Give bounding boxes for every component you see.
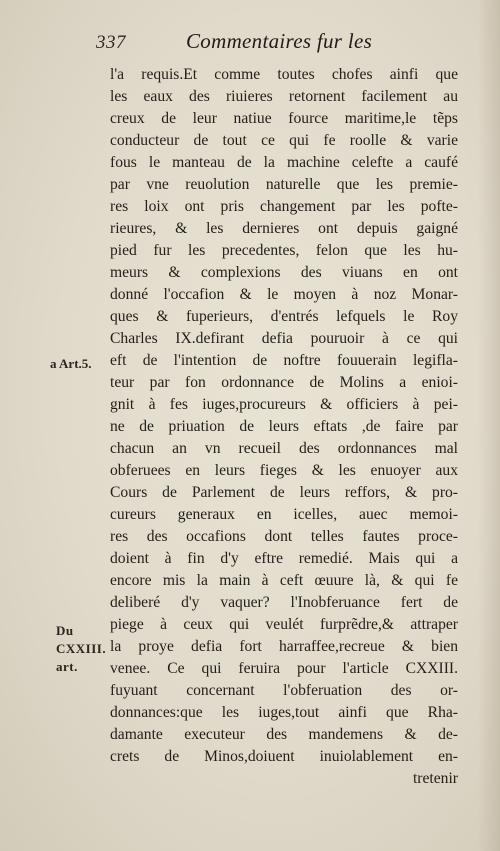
margin-note-line: art.: [56, 659, 78, 674]
text-line: doient à fin d'y eftre remedié. Mais qui a: [110, 550, 458, 567]
text-line: cureurs generaux en icelles, auec memoi-: [110, 506, 458, 523]
margin-note-line: CXXIII.: [56, 641, 107, 656]
text-line: Cours de Parlement de leurs reffors, & pro-: [110, 484, 458, 501]
margin-note-cross-reference: [56, 622, 106, 676]
text-line: tretenir: [412, 770, 458, 787]
text-line: donné l'occafion & le moyen à noz Monar-: [110, 286, 458, 303]
page-edge-shadow: [478, 0, 500, 851]
text-line: Charles IX.defirant defia pouruoir à ce qui: [110, 330, 458, 347]
text-line: conducteur de tout ce qui fe roolle & varie: [110, 132, 458, 149]
text-line: eft de l'intention de noftre fouuerain legifla-: [110, 352, 458, 369]
text-line: rieures, & les dernieres ont depuis gaigné: [110, 220, 458, 237]
text-line: res loix ont pris changement par les pofte-: [110, 198, 458, 215]
text-line: creux de leur natiue fource maritime,le tẽps: [110, 110, 458, 127]
text-line: res des occafions dont telles fautes proce-: [110, 528, 458, 545]
text-line: ques & fuperieurs, d'entrés lefquels le Roy: [110, 308, 458, 325]
text-line: fous le manteau de la machine celefte a caufé: [110, 154, 458, 171]
text-line: la proye defia fort harraffee,recreue & bien: [110, 638, 458, 655]
text-line: meurs & complexions des viuans en ont: [110, 264, 458, 281]
text-line: par vne reuolution naturelle que les premie-: [110, 176, 458, 193]
text-line: venee. Ce qui feruira pour l'article CXXIII.: [110, 660, 458, 677]
running-head: Commentaires fur les: [186, 29, 373, 53]
text-line: gnit à fes iuges,procureurs & officiers à pei-: [110, 396, 458, 413]
text-line: teur par fon ordonnance de Molins a enioi-: [110, 374, 458, 391]
text-line: fuyuant concernant l'obferuation des or-: [110, 682, 458, 699]
text-line: l'a requis.Et comme toutes chofes ainfi que: [110, 66, 458, 83]
text-line: les eaux des riuieres retornent facilement au: [110, 88, 458, 105]
margin-note-line: Du: [56, 623, 74, 638]
page-header: [0, 26, 500, 56]
margin-note-article: a Art.5.: [50, 356, 92, 371]
page-number: 337: [96, 32, 126, 53]
text-line: crets de Minos,doiuent inuiolablement en-: [110, 748, 458, 765]
text-line: donnances:que les iuges,tout ainfi que Rha-: [110, 704, 458, 721]
text-line: pied fur les precedentes, felon que les hu-: [110, 242, 458, 259]
text-line: piege à ceux qui veulét furprẽdre,& attraper: [110, 616, 458, 633]
text-line: ne de priuation de leurs eftats ,de faire par: [110, 418, 458, 435]
text-line: damante executeur des mandemens & de-: [110, 726, 458, 743]
text-line: obferuees en leurs fieges & les enuoyer aux: [110, 462, 458, 479]
text-line: deliberé d'y vaquer? l'Inobferuance fert de: [110, 594, 458, 611]
text-line: chacun an vn recueil des ordonnances mal: [110, 440, 458, 457]
text-line: encore mis la main à ceft œuure là, & qui fe: [110, 572, 458, 589]
